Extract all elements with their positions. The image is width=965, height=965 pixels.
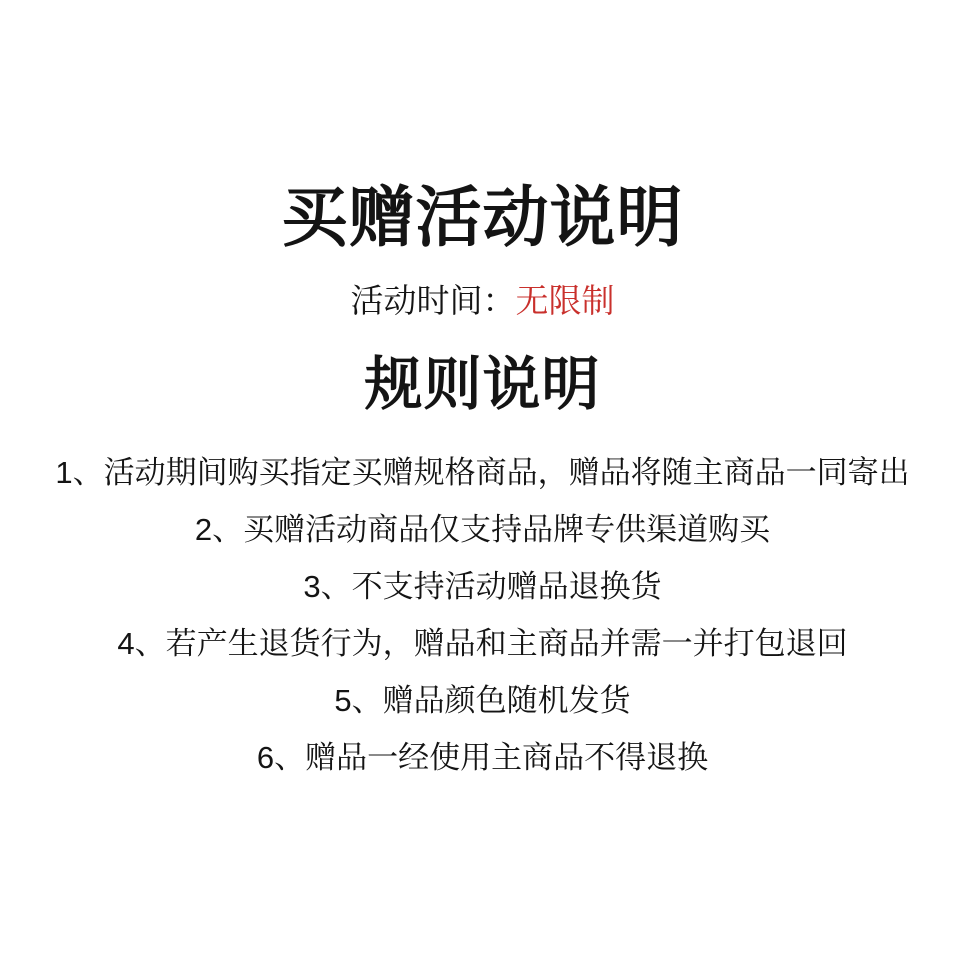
activity-time-label: 活动时间： — [350, 281, 516, 319]
rule-item-5: 5、赠品颜色随机发货 — [334, 683, 631, 719]
rule-item-3: 3、不支持活动赠品退换货 — [303, 569, 662, 605]
rule-item-6: 6、赠品一经使用主商品不得退换 — [256, 740, 709, 776]
rule-item-4: 4、若产生退货行为，赠品和主商品并需一并打包退回 — [117, 626, 848, 662]
activity-time-line — [0, 280, 965, 321]
activity-time-value: 无限制 — [515, 281, 615, 319]
rule-item-2: 2、买赠活动商品仅支持品牌专供渠道购买 — [194, 512, 771, 548]
rules-list — [0, 444, 965, 786]
page-title: 买赠活动说明 — [281, 180, 684, 254]
rule-item-1: 1、活动期间购买指定买赠规格商品，赠品将随主商品一同寄出 — [55, 455, 910, 491]
rules-heading: 规则说明 — [364, 352, 601, 418]
